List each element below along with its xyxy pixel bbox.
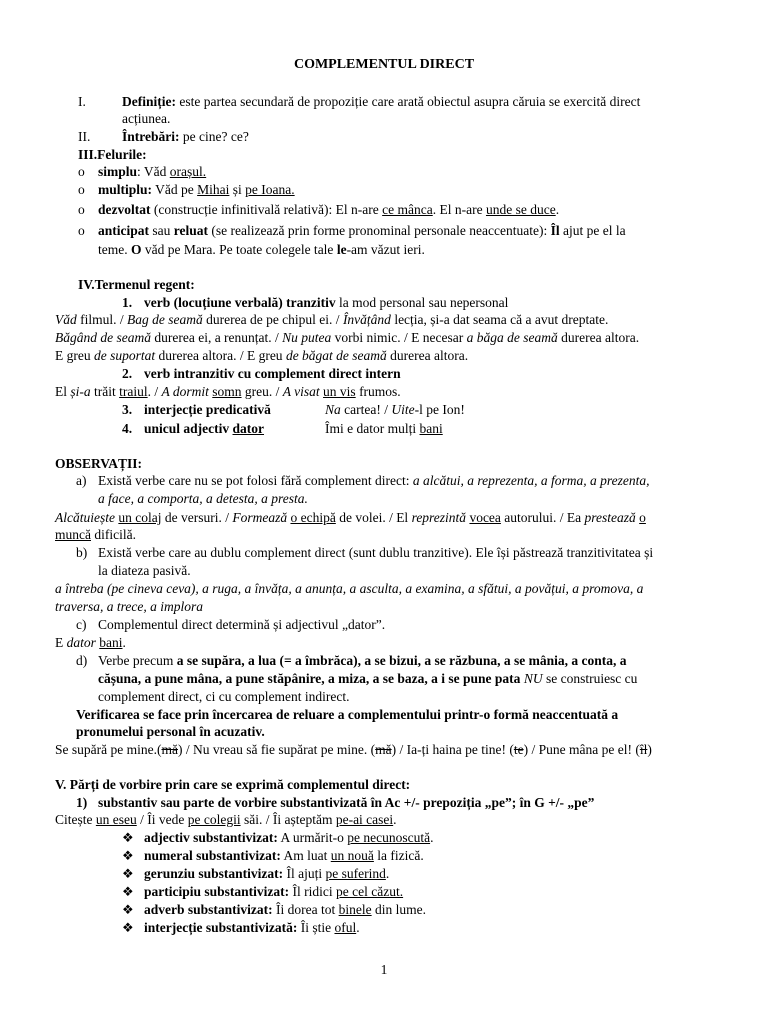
text: autorului. / Ea: [500, 510, 585, 525]
text: vorbi nimic. / E necesar: [331, 330, 467, 345]
text: văd pe Mara. Pe toate colegele tale: [141, 242, 337, 257]
text: Îl ridici: [289, 884, 337, 899]
text: Citește: [55, 812, 96, 827]
bullet: o: [78, 182, 85, 197]
label: adverb substantivizat:: [144, 902, 273, 917]
struck-pronoun: mă: [161, 742, 178, 757]
page-title: COMPLEMENTUL DIRECT: [293, 57, 475, 72]
example-underlined: un vis: [323, 384, 356, 399]
observation-b-cont: la diateza pasivă.: [98, 563, 191, 578]
substantivized-item: [144, 919, 360, 937]
text: săi. / Îi așteptăm: [240, 812, 336, 827]
verbs: a alcătui, a reprezenta, a forma, a prezenta,: [412, 473, 650, 488]
verb: A dormit: [161, 384, 209, 399]
example-line: [55, 347, 468, 365]
text: la fizică.: [373, 848, 424, 863]
example-underlined: pe suferind: [325, 866, 386, 881]
regent-item-4: [144, 420, 264, 438]
example-underlined: pe Ioana.: [245, 182, 295, 197]
interjection: Na: [325, 402, 341, 417]
star-bullet-icon: ❖: [122, 866, 134, 881]
label: participiu substantivizat:: [144, 884, 290, 899]
item-number: 1.: [122, 295, 133, 310]
substantivized-item: [144, 901, 426, 919]
verbs: a se supăra, a lua (= a îmbrăca), a se bizui, a se răzbuna, a se mânia, a conta, a: [176, 653, 627, 668]
label: reluat: [173, 223, 209, 238]
label: interjecție substantivizată:: [144, 920, 298, 935]
verb: Nu putea: [282, 330, 332, 345]
text: teme.: [98, 242, 131, 257]
example-underlined: binele: [338, 902, 372, 917]
example-underlined: o: [639, 510, 646, 525]
verification-note: Verificarea se face prin încercarea de reluare a complementului printr-o formă neaccentuată a: [76, 707, 619, 722]
expression-item-1: substantiv sau parte de vorbire substantivizată în Ac +/- prepoziția „pe”; în G +/- „pe”: [98, 795, 595, 810]
label: numeral substantivizat:: [144, 848, 281, 863]
text: și: [229, 182, 246, 197]
text: .: [356, 920, 360, 935]
label: gerunziu substantivizat:: [144, 866, 284, 881]
text: greu. /: [241, 384, 283, 399]
observation-d-cont: [98, 670, 637, 688]
observation-b: Există verbe care au dublu complement direct (sunt dublu tranzitive). Ele își păstrează tranzitivitatea și: [98, 545, 654, 560]
observation-c: Complementul direct determină și adjectivul „dator”.: [98, 617, 386, 632]
text: Verbe precum: [98, 653, 177, 668]
adjective: dator: [66, 635, 96, 650]
verb: reprezintă: [411, 510, 467, 525]
example-underlined: pe necunoscută: [347, 830, 431, 845]
label: Întrebări:: [122, 129, 180, 144]
regent-item-2: verb intranzitiv cu complement direct intern: [144, 366, 401, 381]
item-letter: a): [76, 473, 87, 488]
substantivized-item: [144, 847, 424, 865]
bullet: o: [78, 164, 85, 179]
text: -am văzut ieri.: [346, 242, 425, 257]
verb: și-a: [70, 384, 91, 399]
text: (se realizează prin forme pronominal personale neaccentuate):: [208, 223, 551, 238]
example-line: [55, 329, 639, 347]
verb: Formează: [232, 510, 288, 525]
example-underlined: unde se duce: [485, 202, 556, 217]
label: adjectiv substantivizat:: [144, 830, 278, 845]
verb: a băga de seamă: [466, 330, 558, 345]
text: -l pe Ion!: [414, 402, 465, 417]
text: trăit: [90, 384, 120, 399]
example-underlined: somn: [212, 384, 242, 399]
example-underlined: bani: [99, 635, 123, 650]
text: Îl ajuți: [283, 866, 326, 881]
regent-item-1: [144, 294, 508, 312]
item-number: 2.: [122, 366, 133, 381]
example-underlined: vocea: [469, 510, 501, 525]
item-letter: d): [76, 653, 88, 668]
label: anticipat: [98, 223, 150, 238]
bullet: o: [78, 202, 85, 217]
example-underlined: un eseu: [95, 812, 137, 827]
section-number: II.: [78, 129, 91, 144]
text: Îi știe: [297, 920, 335, 935]
type-multiplu: [98, 181, 295, 199]
verbs: cășuna, a pune mâna, a pune stăpânire, a miza, a se baza, a i se pune pata: [98, 671, 521, 686]
text: A urmărit-o: [277, 830, 348, 845]
text: Am luat: [280, 848, 331, 863]
text: durerea de pe chipul ei. /: [202, 312, 343, 327]
text: ) / Ia-ți haina pe tine! (: [391, 742, 514, 757]
verb: de băgat de seamă: [285, 348, 387, 363]
text: sau: [149, 223, 174, 238]
section-number: I.: [78, 94, 86, 109]
verb: de suportat: [93, 348, 156, 363]
example-underlined: traiul: [119, 384, 148, 399]
observation-a: [98, 472, 650, 490]
emphasis: NU: [523, 671, 543, 686]
item-number: 4.: [122, 421, 133, 436]
text: . /: [147, 384, 162, 399]
text: durerea altora.: [386, 348, 469, 363]
observation-d-cont: complement direct, ci cu complement indirect.: [98, 689, 350, 704]
text: se construiesc cu: [542, 671, 638, 686]
text: (construcție infinitivală relativă): El n-are: [150, 202, 383, 217]
text: frumos.: [355, 384, 401, 399]
star-bullet-icon: ❖: [122, 884, 134, 899]
text: .: [430, 830, 434, 845]
text: durerea altora.: [557, 330, 640, 345]
star-bullet-icon: ❖: [122, 848, 134, 863]
label: Definiție:: [122, 94, 176, 109]
example-underlined: pe colegii: [187, 812, 241, 827]
example-underlined: Mihai: [197, 182, 230, 197]
questions-line: [122, 128, 249, 146]
example-line: a întreba (pe cineva ceva), a ruga, a învăța, a anunța, a asculta, a examina, a sfătui, a povățui, a promova, a: [55, 581, 644, 596]
example-line: [55, 634, 126, 652]
label: unicul adjectiv: [144, 421, 233, 436]
example-underlined: orașul.: [169, 164, 207, 179]
section-heading: III.Felurile:: [78, 147, 147, 162]
type-anticipat: [98, 222, 626, 240]
observation-d: [98, 652, 627, 670]
text: .: [555, 202, 560, 217]
observation-a-cont: a face, a comporta, a detesta, a presta.: [98, 491, 308, 506]
section-heading: V. Părți de vorbire prin care se exprimă complementul direct:: [55, 777, 411, 792]
text: E greu: [55, 348, 94, 363]
example-line: [325, 420, 443, 438]
substantivized-item: [144, 865, 389, 883]
definition-line: [122, 93, 640, 111]
star-bullet-icon: ❖: [122, 920, 134, 935]
verb: Bag de seamă: [127, 312, 203, 327]
label: verb (locuțiune verbală) tranzitiv: [144, 295, 336, 310]
verb: Învățând: [342, 312, 391, 327]
example-underlined: bani: [419, 421, 443, 436]
struck-pronoun: te: [513, 742, 524, 757]
item-letter: b): [76, 545, 88, 560]
text: .: [393, 812, 397, 827]
text: durerea altora. / E greu: [155, 348, 286, 363]
text: ) / Nu vreau să fie supărat pe mine. (: [177, 742, 376, 757]
type-dezvoltat: [98, 201, 559, 219]
text: din lume.: [371, 902, 426, 917]
item-number: 1): [76, 795, 88, 810]
label: multiplu:: [98, 182, 153, 197]
label: dezvoltat: [98, 202, 151, 217]
text: ): [647, 742, 652, 757]
text: dificilă.: [91, 527, 136, 542]
example-underlined: muncă: [55, 527, 91, 542]
text: El: [55, 384, 71, 399]
definition-cont: acțiunea.: [122, 111, 171, 126]
struck-pronoun: mă: [375, 742, 392, 757]
example-line: [55, 311, 608, 329]
example-underlined: un nouă: [330, 848, 374, 863]
label-underlined: dator: [232, 421, 265, 436]
struck-pronoun: îl: [639, 742, 648, 757]
item-letter: c): [76, 617, 87, 632]
text: Îi dorea tot: [272, 902, 339, 917]
text: : Văd: [137, 164, 170, 179]
regent-item-3: interjecție predicativă: [144, 402, 271, 417]
section-heading: IV.Termenul regent:: [78, 277, 195, 292]
text: lecția, și-a dat seama că a avut dreptate.: [390, 312, 609, 327]
text: cartea! /: [340, 402, 392, 417]
text: filmul. /: [76, 312, 127, 327]
section-heading: OBSERVAȚII:: [55, 456, 143, 471]
bullet: o: [78, 223, 85, 238]
text: . El n-are: [432, 202, 486, 217]
star-bullet-icon: ❖: [122, 902, 134, 917]
example-line: [55, 741, 652, 759]
text: Se supără pe mine.(: [55, 742, 162, 757]
verb: Alcătuiește: [55, 510, 115, 525]
verification-note-cont: pronumelui personal în acuzativ.: [76, 724, 265, 739]
example-underlined: pe-ai casei: [335, 812, 394, 827]
example-underlined: oful: [334, 920, 357, 935]
text: durerea ei, a renunțat. /: [150, 330, 283, 345]
star-bullet-icon: ❖: [122, 830, 134, 845]
verb: prestează: [584, 510, 636, 525]
text: ) / Pune mâna pe el! (: [523, 742, 640, 757]
example-underlined: pe cel căzut.: [336, 884, 404, 899]
example-line: [55, 811, 397, 829]
example-underlined: ce mânca: [382, 202, 433, 217]
type-anticipat-cont: [98, 241, 425, 259]
interjection: Uite: [391, 402, 415, 417]
substantivized-item: [144, 883, 403, 901]
example-line: [55, 509, 646, 527]
label: simplu: [98, 164, 138, 179]
example-underlined: o echipă: [290, 510, 336, 525]
text: Văd pe: [152, 182, 198, 197]
example-line: [325, 401, 465, 419]
pronoun: le: [336, 242, 347, 257]
example-line: [55, 383, 401, 401]
text: pe cine? ce?: [179, 129, 249, 144]
pronoun: Îl: [550, 223, 560, 238]
page-number: 1: [380, 962, 388, 977]
example-underlined: un colaj: [118, 510, 162, 525]
item-number: 3.: [122, 402, 133, 417]
verb: Băgând de seamă: [55, 330, 151, 345]
text: de versuri. /: [161, 510, 233, 525]
type-simplu: [98, 163, 206, 181]
text: .: [122, 635, 126, 650]
substantivized-item: [144, 829, 433, 847]
text: / Îi vede: [136, 812, 188, 827]
text: este partea secundară de propoziție care arată obiectul asupra căruia se exercită direct: [175, 94, 641, 109]
text: de volei. / El: [335, 510, 412, 525]
verb: Văd: [55, 312, 77, 327]
example-line: traversa, a trece, a implora: [55, 599, 203, 614]
text: .: [385, 866, 390, 881]
example-line: [55, 526, 136, 544]
text: E: [55, 635, 67, 650]
verb: A visat: [282, 384, 320, 399]
text: Îmi e dator mulți: [325, 421, 420, 436]
text: ajut pe el la: [559, 223, 626, 238]
pronoun: O: [131, 242, 142, 257]
text: la mod personal sau nepersonal: [335, 295, 509, 310]
text: Există verbe care nu se pot folosi fără complement direct:: [98, 473, 413, 488]
